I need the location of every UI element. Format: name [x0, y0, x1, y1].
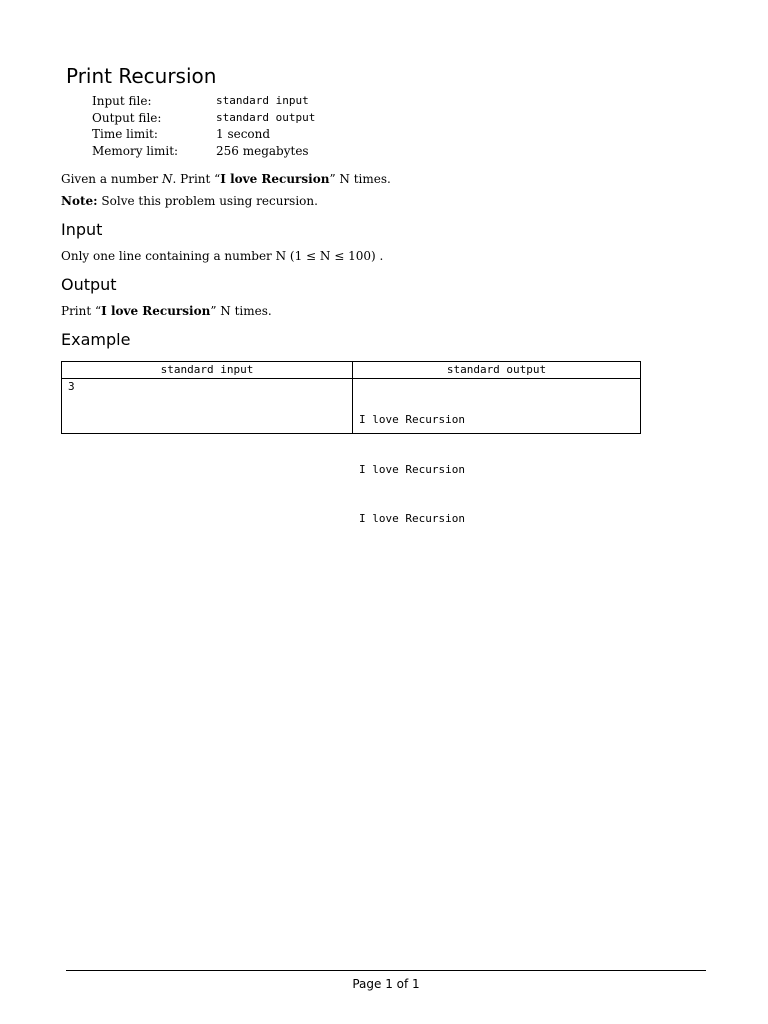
meta-key: Output file: — [92, 110, 162, 125]
output-phrase: I love Recursion — [101, 304, 211, 318]
example-output-line: I love Recursion — [359, 512, 465, 525]
input-suffix: . — [375, 249, 384, 263]
meta-row-output-file — [92, 111, 315, 128]
meta-key: Memory limit: — [92, 143, 179, 158]
example-input-value: 3 — [68, 380, 75, 393]
statement-phrase: I love Recursion — [220, 172, 330, 186]
note-paragraph — [61, 194, 318, 208]
example-output-line: I love Recursion — [359, 462, 465, 476]
input-constraint: N (1 ≤ N ≤ 100) — [275, 249, 376, 263]
note-label: Note: — [61, 194, 98, 208]
input-heading: Input — [61, 220, 103, 239]
input-text: Only one line containing a number — [61, 249, 276, 263]
meta-value: standard output — [216, 110, 316, 124]
meta-value: standard input — [216, 94, 309, 107]
statement-paragraph — [61, 172, 391, 186]
statement-print: . Print “ — [172, 172, 221, 186]
meta-key: Input file: — [92, 94, 152, 108]
example-heading: Example — [61, 330, 131, 349]
output-times: ” N times. — [210, 304, 272, 318]
meta-row-input-file — [92, 94, 315, 111]
statement-given: Given a number — [61, 172, 159, 186]
statement-var-n: N — [162, 172, 173, 186]
example-table — [61, 361, 641, 525]
note-text: Solve this problem using recursion. — [97, 194, 318, 208]
meta-value: 1 second — [216, 127, 271, 141]
example-header-divider — [62, 378, 640, 379]
output-print: Print “ — [61, 304, 102, 318]
meta-row-time-limit — [92, 127, 315, 144]
example-column-divider — [352, 362, 353, 433]
meta-row-memory-limit — [92, 144, 315, 161]
page-number: Page 1 of 1 — [352, 977, 420, 991]
output-paragraph — [61, 304, 272, 318]
statement-times: ” N times. — [329, 172, 391, 186]
example-output-cell — [359, 379, 465, 561]
example-col-input-header: standard input — [160, 363, 254, 376]
input-paragraph — [61, 249, 383, 263]
example-output-line: I love Recursion — [359, 413, 465, 426]
meta-key: Time limit: — [92, 127, 158, 141]
output-heading: Output — [61, 275, 117, 294]
problem-meta-table — [92, 94, 315, 160]
problem-title: Print Recursion — [66, 64, 217, 88]
footer-rule — [66, 970, 706, 971]
meta-value: 256 megabytes — [216, 143, 309, 158]
example-col-output-header: standard output — [446, 363, 547, 376]
